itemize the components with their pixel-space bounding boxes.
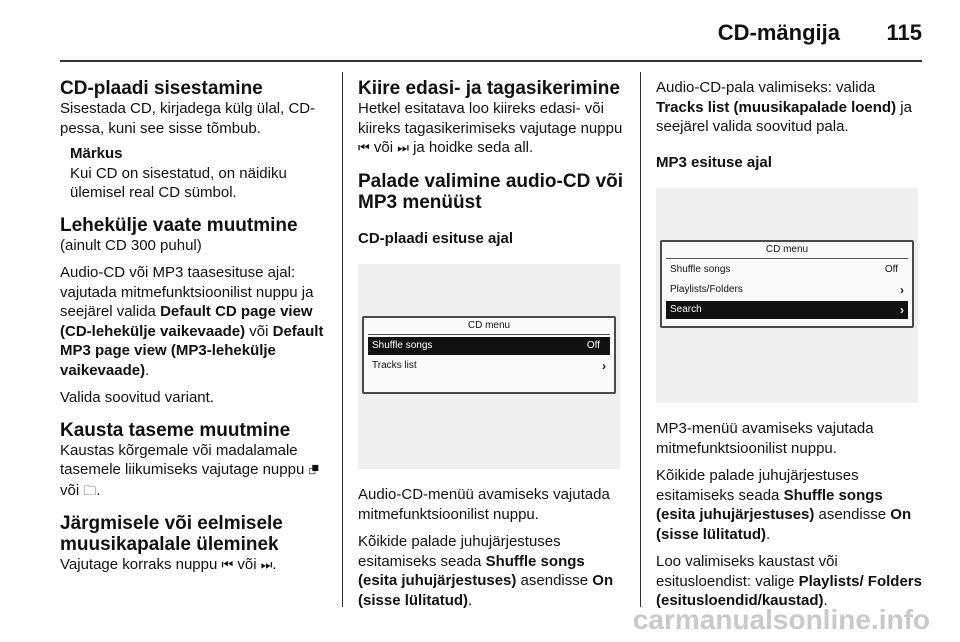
folder-down-icon: 🗀 — [83, 483, 97, 499]
column-3 — [656, 78, 924, 611]
text-open-cd-menu: Audio-CD-menüü avamiseks vajutada mitmefunktsioonilist nuppu. — [358, 486, 610, 523]
mp3-menu-illustration — [656, 188, 918, 403]
text-span: Kõikide palade juhujärjestuses esitamiseks seada — [656, 467, 859, 504]
heading-fast-forward: Kiire edasi- ja tagasikerimine — [358, 78, 620, 99]
subheading-cd-playback: CD-plaadi esituse ajal — [358, 229, 514, 247]
chevron-right-icon: › — [602, 359, 606, 373]
menu-item-value: Off — [884, 264, 898, 275]
menu-item-shuffle-songs[interactable] — [368, 337, 610, 355]
text-shuffle-cd — [358, 532, 626, 610]
text-span: Kõikide palade juhujärjestuses esitamiseks seada — [358, 533, 561, 570]
bold-option-on: On (sisse lülitatud) — [656, 506, 912, 543]
prev-track-icon: ⏮ — [221, 558, 234, 573]
header-title: CD-mängija — [717, 20, 840, 45]
watermark: carmanualsonline.info — [632, 604, 930, 635]
next-track-icon: ⏭ — [260, 558, 273, 573]
header-rule — [60, 60, 922, 62]
text-span: Kaustas kõrgemale või madalamale tasemele liikumiseks vajutage nuppu — [60, 441, 309, 478]
text-cd300: (ainult CD 300 puhul) — [60, 236, 202, 254]
cd-menu-screen — [362, 316, 616, 394]
fast-forward-icon: ⏭ — [397, 141, 409, 156]
bold-option-playlists-folders: Playlists/ Folders (esitusloendid/kaustad) — [656, 572, 922, 609]
text-span: või — [369, 139, 398, 156]
text-span: Hetkel esitatava loo kiireks edasi- või kiireks tagasikerimiseks vajutage nuppu — [358, 100, 623, 137]
column-2 — [358, 78, 626, 610]
text-folder-level — [60, 441, 334, 502]
text-span: asendisse — [516, 572, 593, 589]
subheading-mp3-playback: MP3 esituse ajal — [656, 153, 772, 171]
note-title: Märkus — [70, 145, 123, 162]
bold-option-shuffle: Shuffle songs (esita juhujärjestuses) — [358, 552, 585, 589]
text-insert-cd: Sisestada CD, kirjadega külg ülal, CD-pessa, kuni see sisse tõmbub. — [60, 100, 316, 137]
text-span: . — [766, 525, 771, 543]
page-number: 115 — [886, 20, 922, 45]
text-span: või — [60, 481, 84, 499]
menu-item-label: Shuffle songs — [372, 340, 433, 351]
text-span: . — [96, 481, 101, 499]
menu-item-label: Shuffle songs — [670, 264, 731, 275]
text-span: või — [245, 322, 273, 340]
heading-select-tracks: Palade valimine audio-CD või MP3 menüüst — [358, 170, 624, 213]
text-next-prev-track — [60, 555, 334, 576]
heading-page-view: Lehekülje vaate muutmine — [60, 214, 298, 236]
bold-option-cd-view: Default CD page view (CD-lehekülje vaikevaade) — [60, 303, 313, 340]
text-span: . — [823, 592, 828, 609]
text-span: Audio-CD-pala valimiseks: valida — [656, 79, 876, 96]
text-choose-variant: Valida soovitud variant. — [60, 389, 214, 406]
text-open-mp3-menu: MP3-menüü avamiseks vajutada mitmefunktsioonilist nuppu. — [656, 420, 874, 457]
bold-option-mp3-view: Default MP3 page view (MP3-lehekülje vaikevaade) — [60, 322, 324, 379]
heading-next-prev-track: Järgmisele või eelmisele muusikapalale üleminek — [60, 513, 283, 555]
text-span: . — [145, 361, 150, 379]
text-page-view — [60, 263, 334, 380]
text-span: . — [468, 591, 473, 609]
menu-item-shuffle-songs[interactable] — [666, 261, 908, 279]
text-shuffle-mp3 — [656, 466, 924, 544]
cd-menu-illustration — [358, 264, 620, 469]
mp3-menu-title: CD menu — [666, 242, 908, 259]
menu-item-tracks-list[interactable] — [368, 357, 610, 375]
text-tracks-list — [656, 78, 924, 137]
note-box — [60, 144, 334, 203]
mp3-menu-screen — [660, 240, 914, 328]
menu-item-label: Playlists/Folders — [670, 284, 743, 295]
column-divider-2 — [640, 72, 641, 607]
heading-insert-cd: CD-plaadi sisestamine — [60, 78, 263, 99]
text-span: asendisse — [814, 506, 891, 523]
text-select-from-folder — [656, 552, 924, 611]
text-span: Audio-CD või MP3 taasesituse ajal: vajutada mitmefunktsioonilist nuppu ja seejärel valida — [60, 264, 314, 320]
menu-item-label: Search — [670, 304, 702, 315]
text-span: või — [233, 556, 261, 573]
menu-item-value: Off — [586, 340, 600, 351]
chevron-right-icon: › — [900, 283, 904, 297]
bold-option-on: On (sisse lülitatud) — [358, 572, 614, 609]
text-span: ja hoidke seda all. — [408, 139, 534, 156]
text-span: ja seejärel valida soovitud pala. — [656, 98, 912, 135]
text-fast-forward — [358, 99, 626, 159]
page-header — [0, 0, 960, 64]
column-1 — [60, 78, 334, 576]
heading-folder-level: Kausta taseme muutmine — [60, 419, 291, 441]
text-span: . — [272, 556, 277, 573]
text-span: Vajutage korraks nuppu — [60, 556, 222, 573]
menu-item-search[interactable] — [666, 301, 908, 319]
bold-option-shuffle: Shuffle songs (esita juhujärjestuses) — [656, 486, 883, 523]
chevron-right-icon: › — [900, 303, 904, 317]
column-divider-1 — [342, 72, 343, 607]
rewind-icon: ⏮ — [358, 141, 370, 156]
menu-item-label: Tracks list — [372, 360, 417, 371]
text-span: Loo valimiseks kaustast või esitusloendist: valige — [656, 553, 838, 590]
cd-menu-title: CD menu — [368, 318, 610, 335]
note-text: Kui CD on sisestatud, on näidiku ülemisel real CD sümbol. — [70, 164, 287, 201]
menu-item-playlists-folders[interactable] — [666, 281, 908, 299]
folder-up-icon: ⮻ — [308, 463, 319, 478]
bold-option-tracks-list: Tracks list (muusikapalade loend) — [656, 98, 897, 116]
